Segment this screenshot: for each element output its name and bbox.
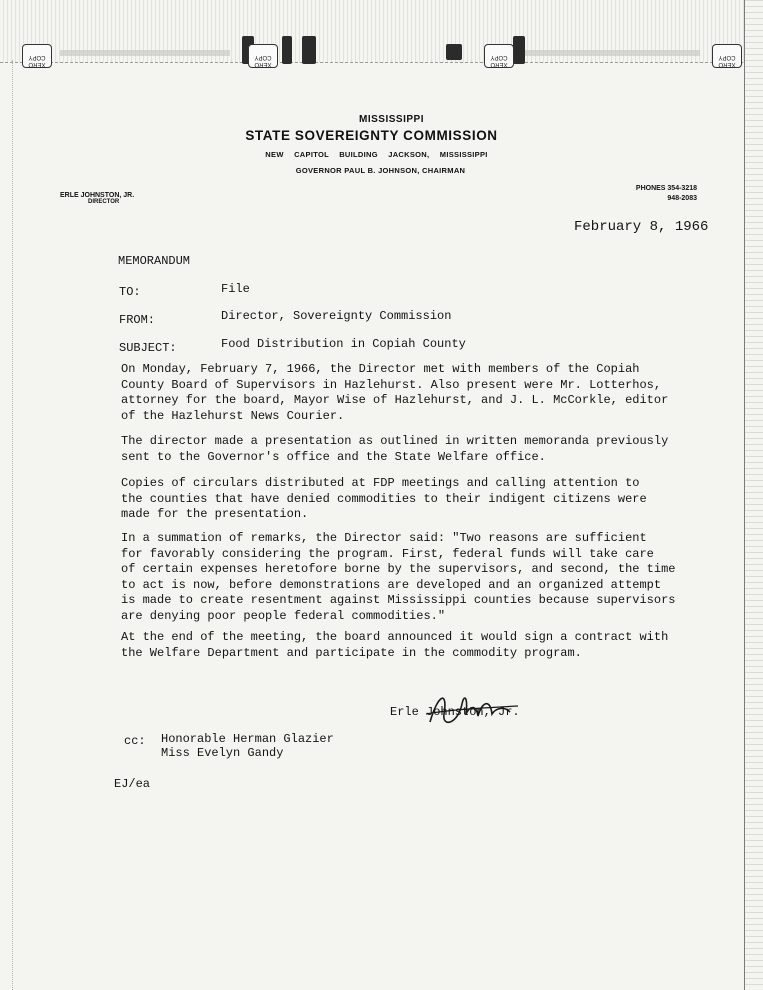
to-value: File xyxy=(221,282,250,296)
to-label: TO: xyxy=(119,285,141,299)
letterhead-address: NEW CAPITOL BUILDING JACKSON, MISSISSIPPI xyxy=(265,150,488,159)
body-paragraph-1: On Monday, February 7, 1966, the Director met with members of the Copiah County Board of Supervisors in Hazlehurst. Also present were Mr. Lotterhos, attorney for the board, Mayor Wise of Hazlehurst, and J. L. McCorkle, editor of the Hazlehurst News Courier. xyxy=(121,362,669,423)
subject-label: SUBJECT: xyxy=(119,341,177,355)
xerox-copy-stamp: XERO COPY xyxy=(22,44,52,68)
memo-date: February 8, 1966 xyxy=(574,219,709,235)
letterhead-governor: GOVERNOR PAUL B. JOHNSON, CHAIRMAN xyxy=(295,166,466,175)
phones-line-1: PHONES 354-3218 xyxy=(635,185,697,192)
from-label: FROM: xyxy=(119,313,156,327)
xerox-copy-stamp: XERO COPY xyxy=(484,44,514,68)
cc-label: cc: xyxy=(124,734,146,748)
xerox-copy-stamp: XERO COPY xyxy=(712,44,742,68)
signature-typed-name: Erle Johnston, Jr. xyxy=(390,705,520,719)
xerox-copy-stamp: XERO COPY xyxy=(248,44,278,68)
from-value: Director, Sovereignty Commission xyxy=(221,309,452,323)
letterhead-state: MISSISSIPPI xyxy=(359,114,424,125)
photocopy-right-edge xyxy=(744,0,763,990)
letterhead-phones xyxy=(615,184,697,204)
binder-clip-mark xyxy=(513,36,525,64)
copy-smudge xyxy=(60,50,230,56)
typist-initials: EJ/ea xyxy=(114,777,151,791)
body-paragraph-3: Copies of circulars distributed at FDP meetings and calling attention to the counties that have denied commodities to their indigent citizens were made for the presentation. xyxy=(121,476,647,521)
letterhead-commission: STATE SOVEREIGNTY COMMISSION xyxy=(245,128,498,143)
director-title: DIRECTOR xyxy=(88,199,120,205)
binder-clip-mark xyxy=(446,44,462,60)
letterhead-director xyxy=(60,192,134,205)
memo-type: MEMORANDUM xyxy=(118,254,191,268)
photocopy-left-edge xyxy=(0,60,13,990)
body-paragraph-5: At the end of the meeting, the board announced it would sign a contract with the Welfare Department and participate in the commodity program. xyxy=(121,630,669,660)
body-paragraph-4: In a summation of remarks, the Director said: "Two reasons are sufficient for favorably considering the program. First, federal funds will take care of certain expenses heretofore borne by the supervisors, and second, the time to act is now, before demonstrations are developed and an organized attempt is made to create resentment against Mississippi counties because supervisors are denying poor people federal commodities." xyxy=(121,531,676,623)
subject-value: Food Distribution in Copiah County xyxy=(221,337,466,351)
binder-clip-mark xyxy=(282,36,292,64)
body-paragraph-2: The director made a presentation as outlined in written memoranda previously sent to the Governor's office and the State Welfare office. xyxy=(121,434,669,464)
cc-recipient: Miss Evelyn Gandy xyxy=(161,746,284,760)
binder-clip-mark xyxy=(302,36,316,64)
director-name: ERLE JOHNSTON, JR. xyxy=(60,192,135,199)
copy-smudge xyxy=(525,50,700,56)
phones-line-2: 948-2083 xyxy=(667,195,697,202)
cc-recipient: Honorable Herman Glazier xyxy=(161,732,334,746)
